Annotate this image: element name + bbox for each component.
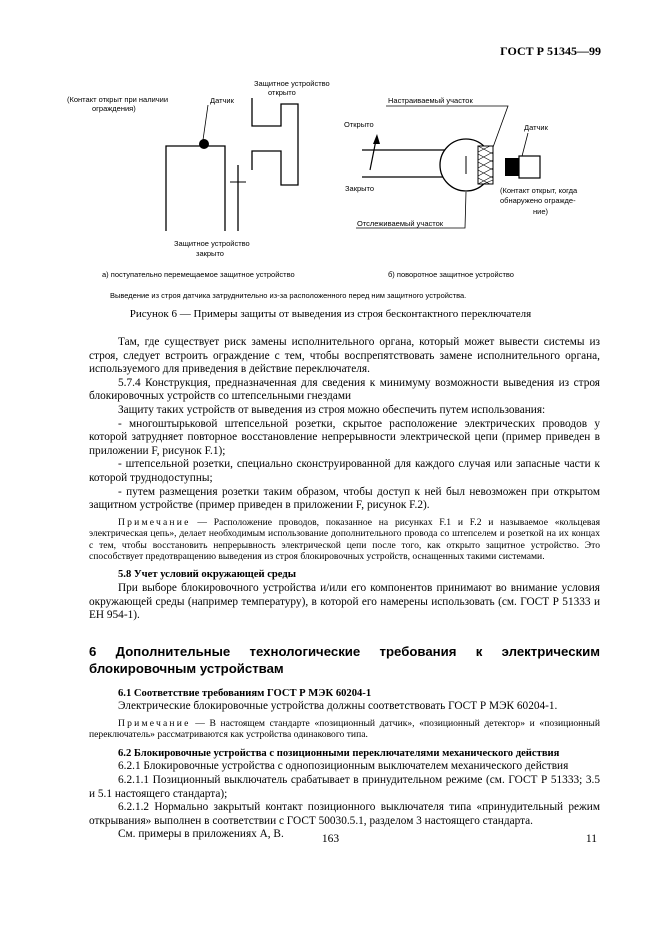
label-tracked-section: Отслеживаемый участок (357, 219, 444, 228)
paragraph: 6.2.1 Блокировочные устройства с однопозиционным выключателем механического действия (118, 760, 569, 773)
label-contact-open-left-2: ограждения) (92, 104, 136, 113)
paragraph: 6.2.1.1 Позиционный выключатель срабатывает в принудительном режиме (см. ГОСТ Р 51333; 3.5 и 5.1 настоящего стандарта); (89, 773, 600, 800)
note-label: Примечание (118, 516, 191, 528)
note-1 (89, 517, 600, 563)
figure-caption: Рисунок 6 — Примеры защиты от выведения из строя бесконтактного переключателя (129, 308, 532, 320)
open-arrow-head (373, 134, 380, 144)
label-b: б) поворотное защитное устройство (388, 270, 514, 279)
label-a: а) поступательно перемещаемое защитное устройство (102, 270, 295, 279)
note-text: — Расположение проводов, показанное на рисунках F.1 и F.2 и называемое «кольцевая электрическая цепь», делает необходимым использование дополнительного провода со штепселем и розеткой на их концах с тем, чтобы восстановить непрерывность электрической цепи после того, как открыто защитное устройство. Это способствует предотвращению выведения из строя блокировочных устройств, оснащенных такими системами. (89, 516, 600, 562)
open-arrow-line (370, 140, 376, 170)
body-text (89, 336, 600, 842)
custom-section-leader (386, 106, 508, 150)
label-custom-section: Настраиваемый участок (388, 96, 473, 105)
page-number: 163 (321, 833, 340, 845)
label-contact-open-right-2: обнаружено огражде- (500, 196, 576, 205)
label-closed: Закрыто (345, 184, 375, 193)
guard-open-outline-hidden (250, 93, 296, 300)
label-opened: Открыто (344, 120, 374, 129)
paragraph: Электрические блокировочные устройства должны соответствовать ГОСТ Р МЭК 60204-1. (118, 700, 558, 713)
section-heading-5-8: 5.8 Учет условий окружающей среды (118, 569, 296, 581)
hatched-section (478, 146, 493, 184)
guard-open-outline (252, 98, 298, 185)
sensor-right-housing (519, 156, 540, 178)
sensor-right-block (505, 158, 519, 176)
note-2 (89, 718, 600, 741)
sensor-left-dot (199, 139, 209, 149)
paragraph: Защиту таких устройств от выведения из строя можно обеспечить путем использования: (118, 403, 546, 416)
document-id: ГОСТ Р 51345—99 (500, 44, 601, 58)
list-item: - многоштырьковой штепсельной розетки, скрытое расположение электрических проводов у которой затрудняет повторное восстановление непрерывности электрической цепи (пример приведен в приложении F, рисунок F.1); (89, 417, 600, 457)
list-item: - путем размещения розетки таким образом, чтобы доступ к ней был невозможен при открытом защитном устройстве (пример приведен в приложении F, рисунок F.2). (89, 485, 600, 512)
sliding-guard-body (166, 146, 225, 231)
paragraph: При выборе блокировочного устройства и/или его компонентов принимают во внимание условия окружающей среды (например температуру), в которой его намерены использовать (см. ГОСТ Р 51333 и ЕН 954-1). (89, 581, 600, 622)
paragraph: 5.7.4 Конструкция, предназначенная для сведения к минимуму возможности выведения из строя блокировочных устройств со штепсельными гнездами (89, 376, 600, 403)
label-guard-open-1: Защитное устройство (254, 79, 330, 88)
label-contact-open-right-3: ние) (533, 207, 548, 216)
note-label: Примечание (118, 717, 191, 729)
label-sensor-left: Датчик (210, 96, 234, 105)
label-guard-closed-1: Защитное устройство (174, 239, 250, 248)
paragraph: Там, где существует риск замены исполнительного органа, который может вывести системы из строя, следует встроить ограждение с тем, чтобы воспрепятствовать замене исполнительного органа, используемого для приведения в действие переключателя. (89, 336, 600, 376)
figure-bottom-note: Выведение из строя датчика затруднительно из-за расположенного перед ним защитного устройства. (110, 291, 467, 300)
label-contact-open-left-1: (Контакт открыт при наличии (67, 95, 169, 104)
label-sensor-right: Датчик (524, 123, 548, 132)
figure-6-drawing (0, 0, 661, 310)
label-contact-open-right-1: (Контакт открыт, когда (500, 186, 578, 195)
figure-6 (0, 0, 661, 310)
section-heading-6-1: 6.1 Соответствие требованиям ГОСТ Р МЭК 60204-1 (118, 687, 372, 699)
label-guard-closed-2: закрыто (196, 249, 224, 258)
paragraph: См. примеры в приложениях А, В. (118, 828, 284, 841)
list-item: - штепсельной розетки, специально сконструированной для каждого случая или запасные части к которой труднодоступны; (89, 458, 600, 484)
label-guard-open-2: открыто (268, 88, 296, 97)
section-heading-6-2: 6.2 Блокировочные устройства с позиционными переключателями механического действия (118, 747, 560, 759)
note-text: — В настоящем стандарте «позиционный датчик», «позиционный детектор» и «позиционный переключатель» рассматриваются как устройства одинакового типа. (89, 717, 600, 741)
section-heading-6: 6 Дополнительные технологические требования к электрическим блокировочным устройствам (89, 643, 600, 676)
sensor-left-leader (203, 105, 208, 140)
sheet-number: 11 (585, 833, 597, 845)
paragraph: 6.2.1.2 Нормально закрытый контакт позиционного выключателя типа «принудительный режим открывания» выполнен в соответствии с ГОСТ 50030.5.1, разделом 3 настоящего стандарта. (89, 801, 600, 827)
